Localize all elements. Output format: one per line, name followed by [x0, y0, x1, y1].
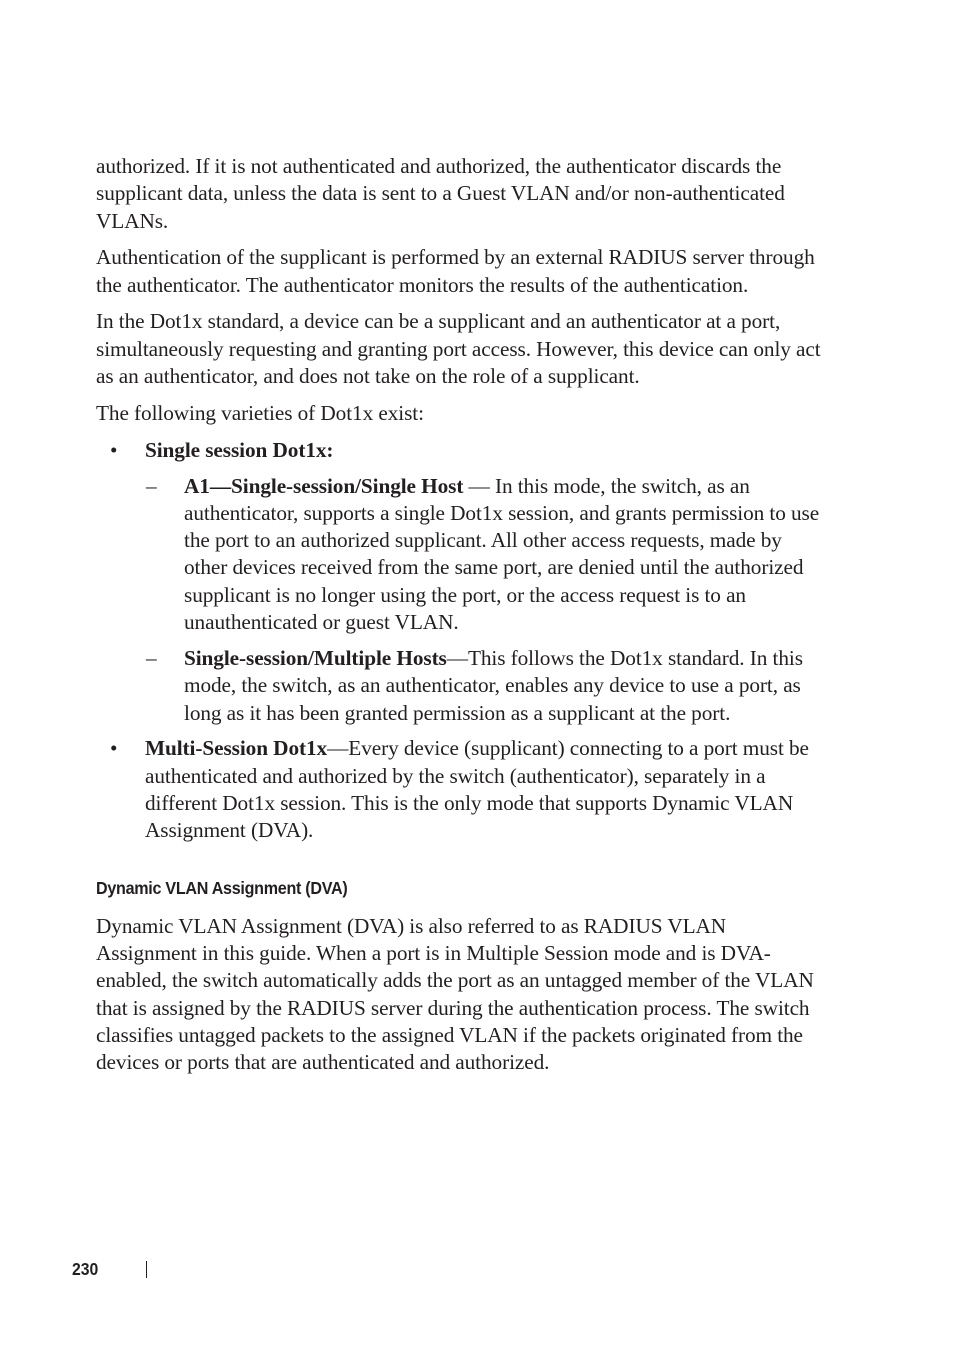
single-host-title: A1—Single-session/Single Host [184, 473, 464, 498]
sub-list-item-multiple-hosts [96, 645, 826, 727]
single-session-title: Single session Dot1x: [145, 437, 334, 462]
multi-session-text: —Every device (supplicant) connecting to a port must be authenticated and authorized by the switch (authenticator), separately in a different Dot1x session. This is the only mode that supports Dynamic VLAN Assignment (DVA). [145, 736, 809, 843]
multiple-hosts-text: —This follows the Dot1x standard. In this mode, the switch, as an authenticator, enables any device to use a port, as long as it has been granted permission as a supplicant at the port. [184, 645, 803, 725]
multi-session-title: Multi-Session Dot1x [145, 736, 328, 761]
multiple-hosts-title: Single-session/Multiple Hosts [184, 645, 447, 670]
paragraph-dva: Dynamic VLAN Assignment (DVA) is also referred to as RADIUS VLAN Assignment in this guide. When a port is in Multiple Session mode and is DVA-enabled, the switch automatically adds the port as an untagged member of the VLAN that is assigned by the RADIUS server during the authentication process. The switch classifies untagged packets to the assigned VLAN if the packets originated from the devices or ports that are authenticated and authorized. [96, 913, 814, 1075]
page-number: 230 [72, 1259, 99, 1279]
footer-divider [146, 1261, 147, 1278]
paragraph-varieties-intro: The following varieties of Dot1x exist: [96, 400, 424, 425]
page-content [96, 153, 826, 1076]
paragraph-dot1x-standard: In the Dot1x standard, a device can be a supplicant and an authenticator at a port, simultaneously requesting and granting port access. However, this device can only act as an authenticator, and does not take on the role of a supplicant. [96, 309, 821, 389]
section-heading-dva: Dynamic VLAN Assignment (DVA) [96, 877, 348, 898]
paragraph-authentication: Authentication of the supplicant is performed by an external RADIUS server through the authenticator. The authenticator monitors the results of the authentication. [96, 245, 815, 297]
dash-icon: – [146, 645, 157, 670]
bullet-icon: • [110, 437, 118, 462]
single-host-text: — In this mode, the switch, as an authenticator, supports a single Dot1x session, and grants permission to use the port to an authorized supplicant. All other access requests, made by other devices received from the same port, are denied until the authorized supplicant is no longer using the port, or the access request is to an unauthenticated or guest VLAN. [184, 473, 820, 635]
paragraph-authorized: authorized. If it is not authenticated and authorized, the authenticator discards the supplicant data, unless the data is sent to a Guest VLAN and/or non-authenticated VLANs. [96, 154, 785, 233]
list-item-multi-session [96, 735, 826, 844]
sub-list-item-single-host [96, 473, 826, 637]
bullet-icon: • [110, 736, 118, 761]
list-item-single-session [96, 437, 826, 464]
dash-icon: – [146, 473, 157, 498]
